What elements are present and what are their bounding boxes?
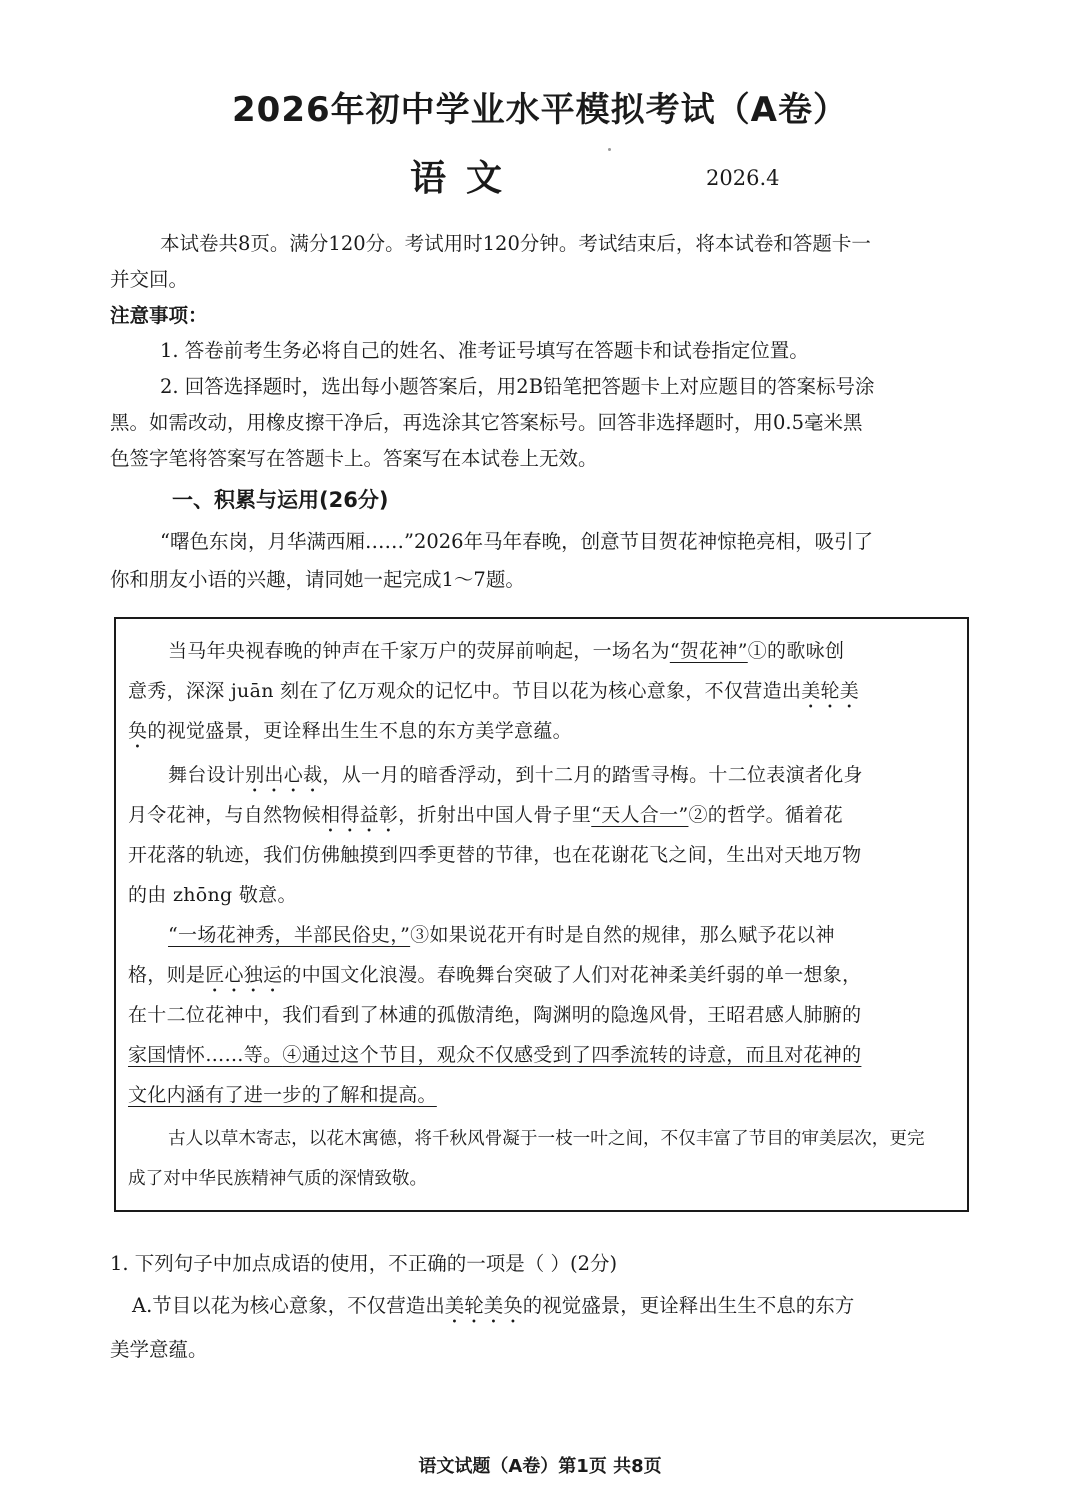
passage-line: 月令花神，与自然物候相得益彰，折射出中国人骨子里“天人合一”②的哲学。循着花 bbox=[128, 804, 843, 826]
notice-item-2-line-3: 色签字笔将答案写在答题卡上。答案写在本试卷上无效。 bbox=[110, 447, 598, 470]
question-1-option-a-line-2: 美学意蕴。 bbox=[110, 1338, 208, 1361]
passage-line: 舞台设计别出心裁，从一月的暗香浮动，到十二月的踏雪寻梅。十二位表演者化身 bbox=[168, 764, 863, 786]
dotted-idiom: 相得益彰 bbox=[321, 804, 399, 826]
scan-speck bbox=[608, 148, 611, 151]
dotted-idiom: 奂 bbox=[128, 720, 148, 742]
underlined-sentence: ④通过这个节目，观众不仅感受到了四季流转的诗意，而且对花神的 bbox=[282, 1044, 862, 1066]
underlined-quote: “天人合一” bbox=[591, 804, 689, 826]
section-1-lead-line-1: “曙色东岗，月华满西厢……”2026年马年春晚，创意节目贺花神惊艳亮相，吸引了 bbox=[160, 530, 874, 553]
question-1-option-a: A.节目以花为核心意象，不仅营造出美轮美奂的视觉盛景，更诠释出生生不息的东方 bbox=[132, 1294, 855, 1317]
subject-label: 语文 bbox=[410, 158, 523, 199]
passage-line: 古人以草木寄志，以花木寓德，将千秋风骨凝于一枝一叶之间，不仅丰富了节目的审美层次，更完 bbox=[168, 1129, 925, 1149]
dotted-idiom: 美轮美奂 bbox=[444, 1294, 523, 1317]
underlined-sentence: 文化内涵有了进一步的了解和提高。 bbox=[128, 1084, 437, 1106]
section-1-heading: 一、积累与运用(26分) bbox=[172, 488, 389, 512]
notice-item-2-line-1: 2. 回答选择题时，选出每小题答案后，用2B铅笔把答题卡上对应题目的答案标号涂 bbox=[160, 375, 875, 398]
reading-passage-box bbox=[114, 617, 969, 1212]
passage-line: 开花落的轨迹，我们仿佛触摸到四季更替的节律，也在花谢花飞之间，生出对天地万物 bbox=[128, 844, 862, 866]
passage-line: 在十二位花神中，我们看到了林逋的孤傲清绝，陶渊明的隐逸风骨，王昭君感人肺腑的 bbox=[128, 1004, 862, 1026]
notice-heading: 注意事项： bbox=[110, 304, 208, 327]
passage-line: 奂的视觉盛景，更诠释出生生不息的东方美学意蕴。 bbox=[128, 720, 572, 742]
exam-date: 2026.4 bbox=[706, 166, 780, 190]
question-1-stem: 1. 下列句子中加点成语的使用，不正确的一项是（ ）(2分) bbox=[110, 1252, 618, 1275]
underlined-sentence: 家国情怀……等。 bbox=[128, 1044, 283, 1066]
underlined-quote: “一场花神秀，半部民俗史，” bbox=[168, 924, 411, 946]
notice-item-2-line-2: 黑。如需改动，用橡皮擦干净后，再选涂其它答案标号。回答非选择题时，用0.5毫米黑 bbox=[110, 411, 863, 434]
intro-line-1: 本试卷共8页。满分120分。考试用时120分钟。考试结束后，将本试卷和答题卡一 bbox=[160, 232, 871, 255]
notice-item-1: 1. 答卷前考生务必将自己的姓名、准考证号填写在答题卡和试卷指定位置。 bbox=[160, 339, 809, 362]
section-1-lead-line-2: 你和朋友小语的兴趣，请同她一起完成1～7题。 bbox=[110, 568, 525, 591]
underlined-quote: “贺花神” bbox=[669, 640, 748, 662]
dotted-idiom: 美轮美 bbox=[801, 680, 860, 702]
passage-line: 的由 zhōng 敬意。 bbox=[128, 884, 297, 906]
passage-line: “一场花神秀，半部民俗史，”③如果说花开有时是自然的规律，那么赋予花以神 bbox=[168, 924, 835, 946]
exam-title: 2026年初中学业水平模拟考试（A卷） bbox=[232, 90, 848, 130]
dotted-idiom: 匠心独运 bbox=[205, 964, 283, 986]
passage-line: 成了对中华民族精神气质的深情致敬。 bbox=[128, 1169, 428, 1189]
passage-line bbox=[128, 1075, 437, 1116]
page-footer: 语文试题（A卷）第1页 共8页 bbox=[418, 1456, 662, 1477]
passage-line: 当马年央视春晚的钟声在千家万户的荧屏前响起，一场名为“贺花神”①的歌咏创 bbox=[168, 640, 845, 662]
intro-line-2: 并交回。 bbox=[110, 268, 189, 291]
passage-line: 意秀，深深 juān 刻在了亿万观众的记忆中。节目以花为核心意象，不仅营造出美轮美 bbox=[128, 680, 860, 702]
passage-line bbox=[128, 1035, 861, 1076]
dotted-idiom: 别出心裁 bbox=[245, 764, 323, 786]
passage-line: 格，则是匠心独运的中国文化浪漫。春晚舞台突破了人们对花神柔美纤弱的单一想象， bbox=[128, 964, 862, 986]
